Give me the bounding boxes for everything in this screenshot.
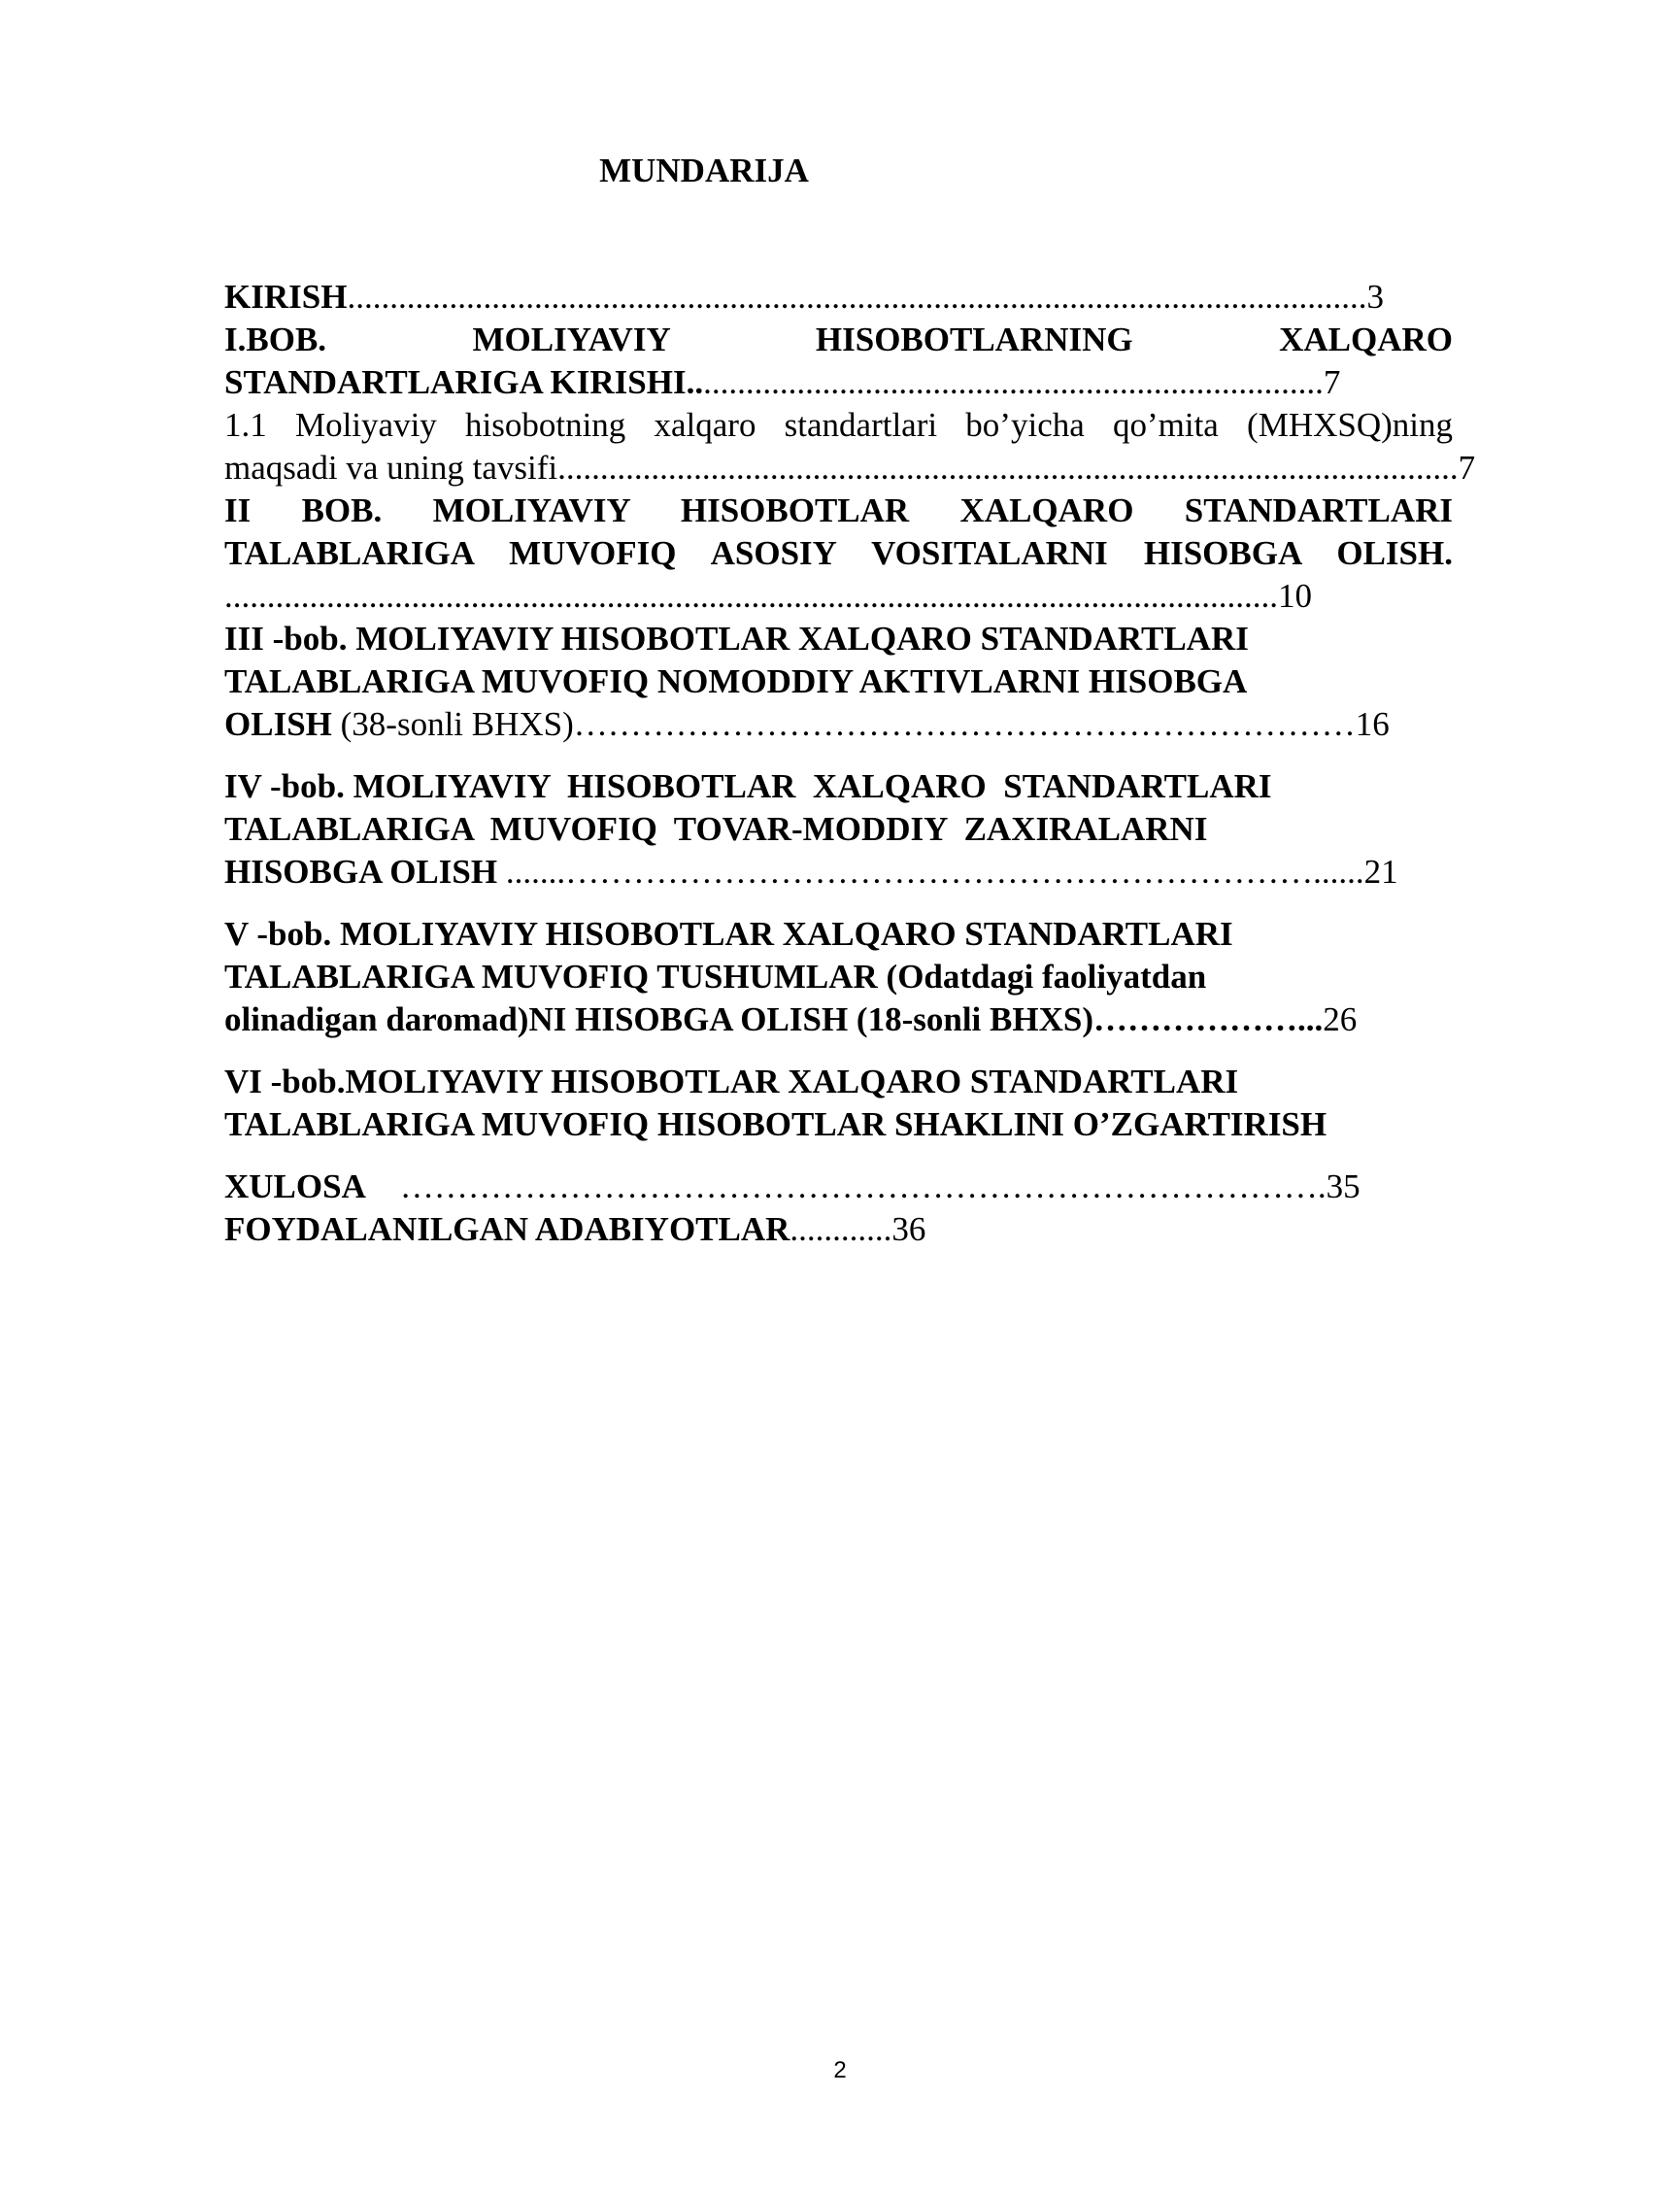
toc-label: STANDARTLARIGA KIRISHI.. xyxy=(224,363,704,401)
toc-leader: .......................................................................................................... xyxy=(557,449,1459,487)
toc-heading-line: TALABLARIGA MUVOFIQ HISOBOTLAR SHAKLINI O’ZGARTIRISH xyxy=(224,1105,1327,1143)
toc-heading-line xyxy=(224,361,1453,404)
toc-heading-line xyxy=(224,998,1453,1041)
toc-label: HISOBGA OLISH xyxy=(224,853,498,891)
toc-entry-kirish[interactable] xyxy=(224,276,1453,319)
toc-label: FOYDALANILGAN ADABIYOTLAR xyxy=(224,1210,790,1248)
toc-heading-line: IV -bob. MOLIYAVIY HISOBOTLAR XALQARO STANDARTLARI xyxy=(224,767,1272,805)
toc-page-number: 16 xyxy=(1355,705,1390,743)
toc-entry-adabiyotlar[interactable] xyxy=(224,1208,1453,1251)
toc-entry-xulosa[interactable] xyxy=(224,1166,1453,1208)
toc-leader: ………………... xyxy=(1093,1000,1324,1038)
toc-leader: ............................................................................................................................ xyxy=(224,577,1278,615)
toc-label: XULOSA xyxy=(224,1167,366,1205)
toc-leader: …………………………………………………………… xyxy=(573,705,1356,743)
toc-heading-line: V -bob. MOLIYAVIY HISOBOTLAR XALQARO STANDARTLARI xyxy=(224,915,1233,953)
toc-heading-line: TALABLARIGA MUVOFIQ TOVAR-MODDIY ZAXIRALARNI xyxy=(224,810,1208,848)
toc-leader: ………………………………………………………………………. xyxy=(365,1167,1327,1205)
toc-label: OLISH xyxy=(224,705,332,743)
toc-heading-line: II BOB. MOLIYAVIY HISOBOTLAR XALQARO STANDARTLARI xyxy=(224,491,1453,529)
toc-label: maqsadi va uning tavsifi xyxy=(224,449,558,487)
toc-leader: ........................................................................................................................ xyxy=(347,278,1367,316)
toc-heading-line: 1.1 Moliyaviy hisobotning xalqaro standartlari bo’yicha qo’mita (MHXSQ)ning xyxy=(224,406,1453,444)
table-of-contents xyxy=(224,276,1476,1251)
toc-heading-line xyxy=(224,703,1453,746)
toc-page-number: 36 xyxy=(891,1210,926,1248)
toc-page-number: 35 xyxy=(1326,1167,1361,1205)
toc-leader: ............ xyxy=(790,1210,892,1248)
toc-page-number: 7 xyxy=(1458,449,1476,487)
toc-page-number: 26 xyxy=(1323,1000,1358,1038)
toc-heading-line xyxy=(224,447,1476,490)
toc-entry-chapter-1[interactable] xyxy=(224,319,1453,404)
toc-heading-line: I.BOB. MOLIYAVIY HISOBOTLARNING XALQARO xyxy=(224,321,1453,358)
toc-label-suffix: (38-sonli BHXS) xyxy=(331,705,574,743)
toc-heading-line xyxy=(224,575,1453,618)
toc-heading-line xyxy=(224,851,1453,894)
toc-heading-line: TALABLARIGA MUVOFIQ NOMODDIY AKTIVLARNI HISOBGA xyxy=(224,662,1248,700)
toc-entry-chapter-6[interactable] xyxy=(224,1061,1453,1146)
toc-heading-line: TALABLARIGA MUVOFIQ ASOSIY VOSITALARNI HISOBGA OLISH. xyxy=(224,534,1453,572)
toc-page-number: 10 xyxy=(1278,577,1312,615)
toc-page-number: 7 xyxy=(1323,363,1341,401)
page-number: 2 xyxy=(833,2057,847,2083)
toc-heading-line: TALABLARIGA MUVOFIQ TUSHUMLAR (Odatdagi faoliyatdan xyxy=(224,958,1207,996)
toc-label: olinadigan daromad)NI HISOBGA OLISH (18-sonli BHXS) xyxy=(224,1000,1093,1038)
toc-leader: ......................................................................... xyxy=(703,363,1324,401)
toc-page-number: 21 xyxy=(1363,853,1398,891)
toc-entry-chapter-4[interactable] xyxy=(224,765,1453,894)
toc-entry-section-1-1[interactable] xyxy=(224,404,1476,490)
toc-leader: .......…………………………………………………………...... xyxy=(497,853,1364,891)
toc-entry-chapter-3[interactable] xyxy=(224,618,1453,746)
toc-heading-line: VI -bob.MOLIYAVIY HISOBOTLAR XALQARO STANDARTLARI xyxy=(224,1063,1239,1100)
toc-entry-chapter-5[interactable] xyxy=(224,913,1453,1041)
toc-entry-chapter-2[interactable] xyxy=(224,490,1453,618)
toc-heading-line: III -bob. MOLIYAVIY HISOBOTLAR XALQARO STANDARTLARI xyxy=(224,620,1249,658)
toc-label: KIRISH xyxy=(224,278,348,316)
toc-page-number: 3 xyxy=(1366,278,1384,316)
page-title: MUNDARIJA xyxy=(599,152,809,189)
